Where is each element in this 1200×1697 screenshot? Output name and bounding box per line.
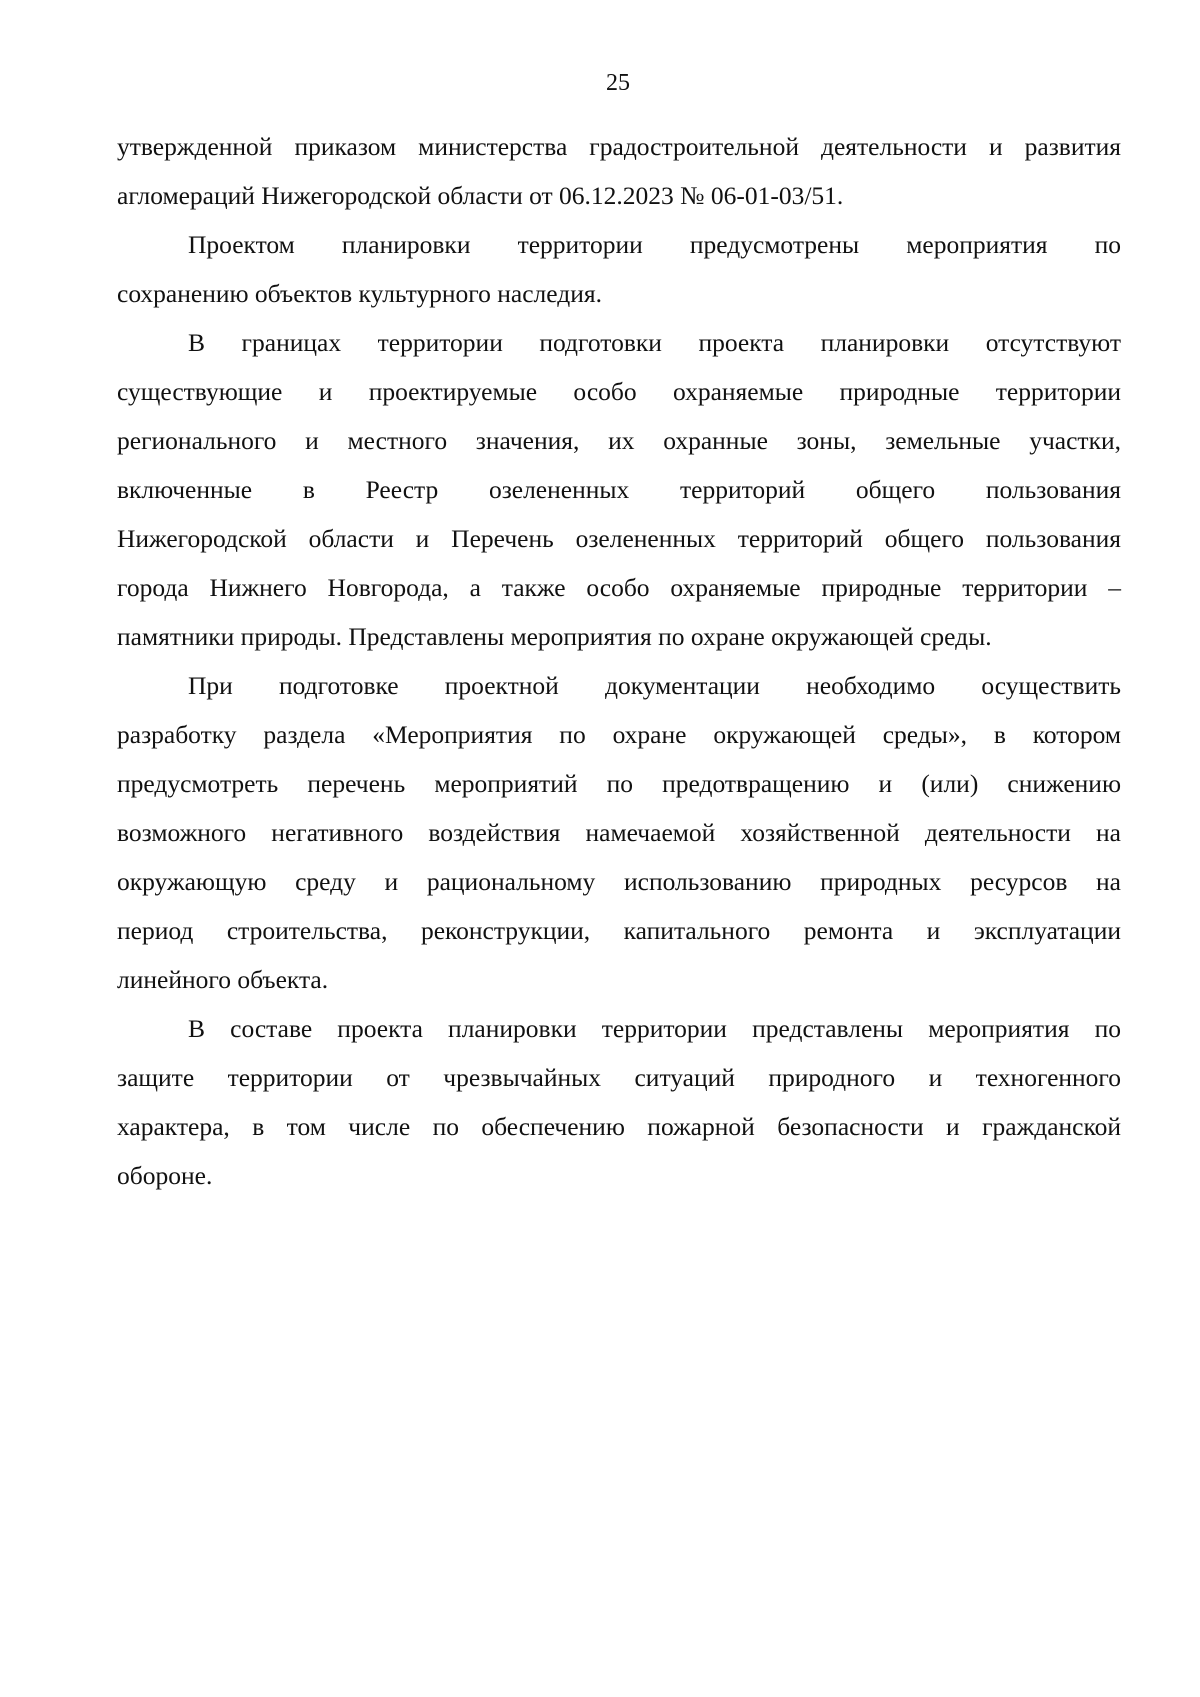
text-line: агломераций Нижегородской области от 06.12.2023 № 06-01-03/51. <box>117 181 844 210</box>
paragraph <box>117 1009 1121 1205</box>
paragraph <box>117 666 1121 1009</box>
text-line: обороне. <box>117 1161 213 1190</box>
text-line: включенные в Реестр озелененных территорий общего пользования <box>117 475 1121 504</box>
paragraph <box>117 127 1121 225</box>
text-line: линейного объекта. <box>117 965 329 994</box>
text-line: окружающую среду и рациональному использованию природных ресурсов на <box>117 867 1121 896</box>
text-line: возможного негативного воздействия намечаемой хозяйственной деятельности на <box>117 818 1121 847</box>
document-body <box>117 127 1121 1205</box>
text-line: защите территории от чрезвычайных ситуаций природного и техногенного <box>117 1063 1121 1092</box>
text-line: сохранению объектов культурного наследия. <box>117 279 602 308</box>
text-line: разработку раздела «Мероприятия по охране окружающей среды», в котором <box>117 720 1121 749</box>
text-line: Проектом планировки территории предусмотрены мероприятия по <box>188 230 1121 259</box>
text-line: характера, в том числе по обеспечению пожарной безопасности и гражданской <box>117 1112 1121 1141</box>
page-number: 25 <box>606 70 630 96</box>
text-line: период строительства, реконструкции, капитального ремонта и эксплуатации <box>117 916 1121 945</box>
text-line: предусмотреть перечень мероприятий по предотвращению и (или) снижению <box>117 769 1121 798</box>
paragraph <box>117 225 1121 323</box>
text-line: утвержденной приказом министерства градостроительной деятельности и развития <box>117 132 1121 161</box>
text-line: существующие и проектируемые особо охраняемые природные территории <box>117 377 1121 406</box>
text-line: В границах территории подготовки проекта планировки отсутствуют <box>188 328 1121 357</box>
text-line: В составе проекта планировки территории представлены мероприятия по <box>188 1014 1121 1043</box>
text-line: При подготовке проектной документации необходимо осуществить <box>188 671 1121 700</box>
text-line: регионального и местного значения, их охранные зоны, земельные участки, <box>117 426 1121 455</box>
paragraph <box>117 323 1121 666</box>
text-line: памятники природы. Представлены мероприятия по охране окружающей среды. <box>117 622 992 651</box>
text-line: города Нижнего Новгорода, а также особо охраняемые природные территории – <box>117 573 1121 602</box>
text-line: Нижегородской области и Перечень озелененных территорий общего пользования <box>117 524 1121 553</box>
